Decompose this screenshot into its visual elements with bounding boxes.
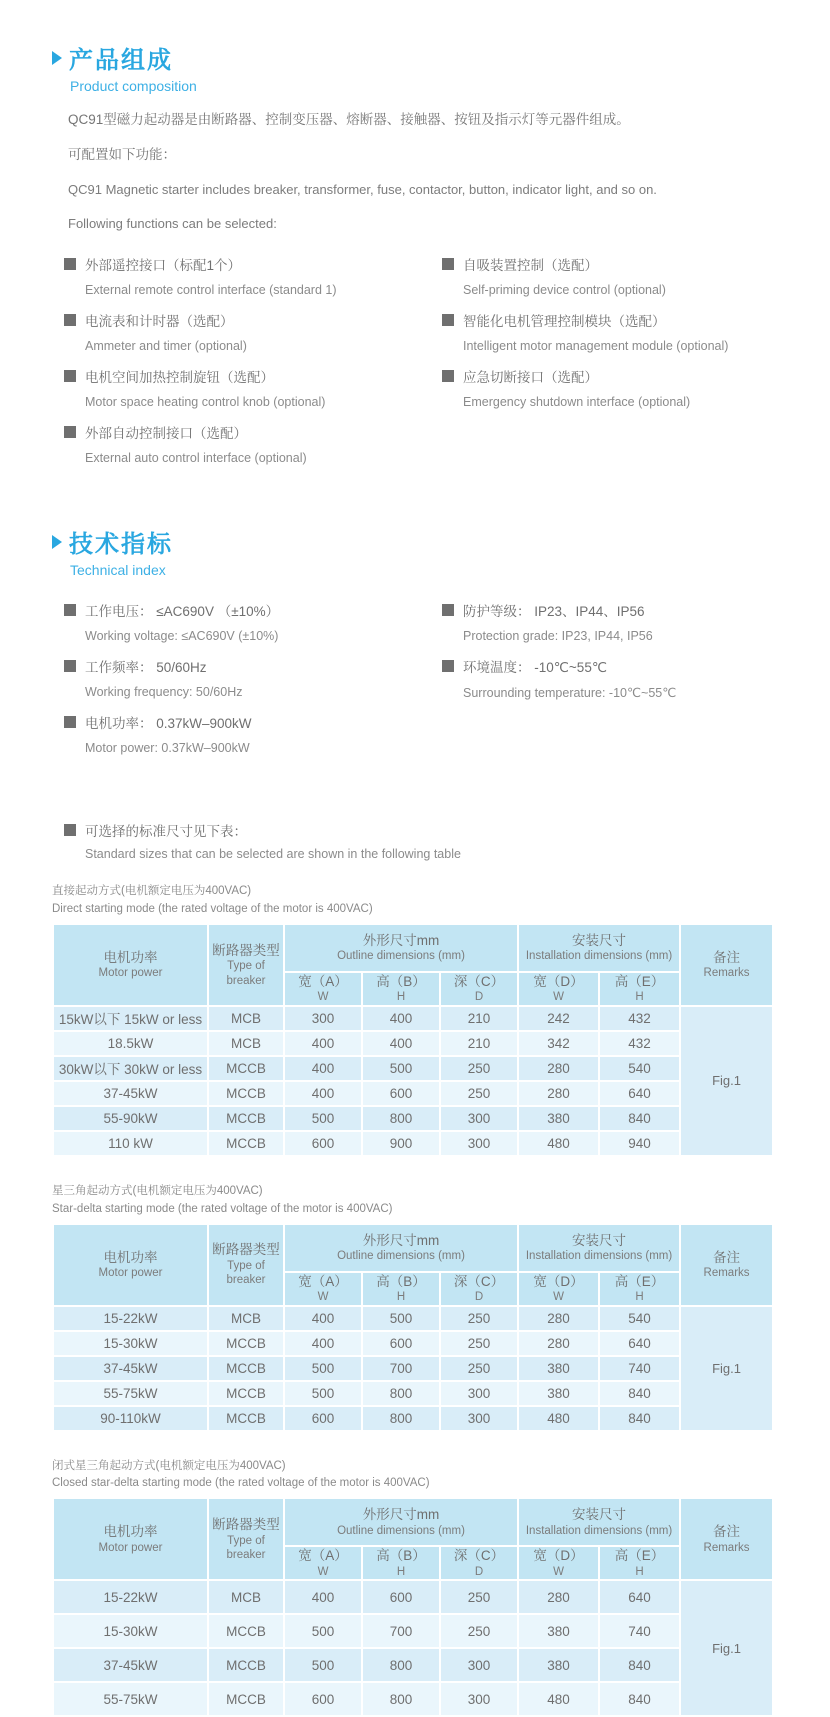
remarks-cell: Fig.1	[680, 1306, 773, 1431]
table-cell: 400	[284, 1081, 362, 1106]
table-cell: 500	[284, 1356, 362, 1381]
square-bullet-icon	[64, 660, 76, 672]
table-cell: MCCB	[208, 1081, 284, 1106]
table-cell: MCCB	[208, 1648, 284, 1682]
intro-paragraph-zh: QC91型磁力起动器是由断路器、控制变压器、熔断器、接触器、按钮及指示灯等元器件组成。	[68, 112, 780, 129]
table-cell: 300	[440, 1648, 518, 1682]
square-bullet-icon	[64, 604, 76, 616]
table-cell: 800	[362, 1648, 440, 1682]
header-width-d: 宽（D） W	[518, 972, 599, 1006]
table-cell: 15-30kW	[53, 1614, 208, 1648]
table-cell: 740	[599, 1356, 680, 1381]
table-cell: 210	[440, 1006, 518, 1031]
spec-label-en: Working frequency: 50/60Hz	[85, 685, 442, 699]
table-cell: MCB	[208, 1580, 284, 1614]
header-width-d: 宽（D） W	[518, 1546, 599, 1580]
feature-item	[442, 366, 780, 409]
spec-label-zh: 工作电压： ≤AC690V （±10%）	[85, 600, 279, 620]
feature-columns	[64, 254, 780, 478]
table-cell: 300	[440, 1131, 518, 1156]
table-cell: 30kW以下 30kW or less	[53, 1056, 208, 1081]
table-cell: MCB	[208, 1031, 284, 1056]
feature-item	[64, 310, 442, 353]
intro-paragraph-en2: Following functions can be selected:	[68, 216, 780, 232]
header-breaker-type: 断路器类型 Type of breaker	[208, 924, 284, 1006]
table-cell: 640	[599, 1081, 680, 1106]
spec-list-right	[442, 600, 780, 768]
header-remarks: 备注 Remarks	[680, 1498, 773, 1580]
dimension-table-direct	[52, 923, 774, 1157]
table-cell: 342	[518, 1031, 599, 1056]
header-outline-dimensions: 外形尺寸mm Outline dimensions (mm)	[284, 1224, 518, 1272]
header-motor-power: 电机功率 Motor power	[53, 924, 208, 1006]
table-cell: 800	[362, 1682, 440, 1716]
note-en: Standard sizes that can be selected are shown in the following table	[85, 847, 780, 861]
table-header	[53, 1498, 773, 1580]
spec-label-en: Surrounding temperature: -10℃~55℃	[463, 685, 780, 700]
table-cell: 600	[362, 1081, 440, 1106]
header-breaker-type: 断路器类型 Type of breaker	[208, 1498, 284, 1580]
table-cell: 250	[440, 1580, 518, 1614]
table-cell: 210	[440, 1031, 518, 1056]
section-arrow-icon	[52, 535, 62, 549]
spec-columns	[64, 600, 780, 768]
header-width-a: 宽（A） W	[284, 972, 362, 1006]
square-bullet-icon	[442, 660, 454, 672]
spec-item	[64, 600, 442, 643]
feature-label-zh: 外部自动控制接口（选配）	[85, 422, 247, 442]
spec-item	[442, 656, 780, 700]
table-cell: 400	[284, 1056, 362, 1081]
table-cell: MCCB	[208, 1614, 284, 1648]
table-cell: 840	[599, 1682, 680, 1716]
table-cell: 500	[284, 1106, 362, 1131]
table-cell: 432	[599, 1006, 680, 1031]
section-heading	[52, 40, 780, 75]
spec-label-en: Working voltage: ≤AC690V (±10%)	[85, 629, 442, 643]
table-cell: 55-90kW	[53, 1106, 208, 1131]
table-cell: 480	[518, 1131, 599, 1156]
table-caption-en: Direct starting mode (the rated voltage of the motor is 400VAC)	[52, 901, 780, 919]
feature-item	[64, 254, 442, 297]
page	[52, 0, 780, 1717]
square-bullet-icon	[442, 370, 454, 382]
table-body	[53, 1006, 773, 1156]
table-cell: 250	[440, 1356, 518, 1381]
table-cell: MCCB	[208, 1356, 284, 1381]
remarks-cell: Fig.1	[680, 1006, 773, 1156]
dimension-table-closed-star-delta	[52, 1497, 774, 1717]
table-cell: 700	[362, 1356, 440, 1381]
intro-paragraph-en: QC91 Magnetic starter includes breaker, transformer, fuse, contactor, button, indicator light, and so on.	[68, 182, 780, 198]
header-height-e: 高（E） H	[599, 1272, 680, 1306]
section-title-en: Product composition	[70, 78, 780, 94]
table-cell: 640	[599, 1580, 680, 1614]
table-header	[53, 924, 773, 1006]
product-composition-section	[52, 40, 780, 478]
table-cell: 380	[518, 1356, 599, 1381]
table-cell: 380	[518, 1106, 599, 1131]
table-cell: 18.5kW	[53, 1031, 208, 1056]
table-cell: 840	[599, 1648, 680, 1682]
header-width-a: 宽（A） W	[284, 1546, 362, 1580]
spec-label-zh: 防护等级： IP23、IP44、IP56	[463, 600, 645, 620]
intro-paragraph-zh2: 可配置如下功能：	[68, 147, 780, 164]
table-caption-en: Closed star-delta starting mode (the rated voltage of the motor is 400VAC)	[52, 1475, 780, 1493]
table-cell: 110 kW	[53, 1131, 208, 1156]
header-breaker-type: 断路器类型 Type of breaker	[208, 1224, 284, 1306]
spec-item	[64, 656, 442, 699]
header-width-a: 宽（A） W	[284, 1272, 362, 1306]
table-cell: 15-30kW	[53, 1331, 208, 1356]
table-cell: 700	[362, 1614, 440, 1648]
spec-label-zh: 电机功率： 0.37kW–900kW	[85, 712, 252, 732]
table-cell: 740	[599, 1614, 680, 1648]
table-cell: 250	[440, 1614, 518, 1648]
table-cell: 500	[362, 1306, 440, 1331]
feature-item	[442, 310, 780, 353]
feature-item	[64, 422, 442, 465]
section-title-zh: 产品组成	[69, 40, 173, 75]
table-row	[53, 1406, 773, 1431]
table-cell: 400	[362, 1031, 440, 1056]
header-remarks: 备注 Remarks	[680, 1224, 773, 1306]
table-cell: 242	[518, 1006, 599, 1031]
table-row	[53, 1056, 773, 1081]
table-cell: MCCB	[208, 1331, 284, 1356]
standard-sizes-note	[64, 820, 780, 861]
dimension-table-star-delta	[52, 1223, 774, 1432]
table-cell: 280	[518, 1081, 599, 1106]
feature-label-en: Self-priming device control (optional)	[463, 283, 780, 297]
header-motor-power: 电机功率 Motor power	[53, 1224, 208, 1306]
table-cell: 37-45kW	[53, 1356, 208, 1381]
table-cell: 940	[599, 1131, 680, 1156]
table-cell: 800	[362, 1406, 440, 1431]
table-cell: 15-22kW	[53, 1306, 208, 1331]
table-cell: 600	[362, 1331, 440, 1356]
header-installation-dimensions: 安装尺寸 Installation dimensions (mm)	[518, 1498, 680, 1546]
table-cell: 380	[518, 1648, 599, 1682]
table-cell: 400	[284, 1306, 362, 1331]
table-cell: 15-22kW	[53, 1580, 208, 1614]
square-bullet-icon	[442, 604, 454, 616]
table-cell: MCCB	[208, 1106, 284, 1131]
table-cell: 500	[284, 1614, 362, 1648]
table-cell: 280	[518, 1056, 599, 1081]
table-cell: 800	[362, 1106, 440, 1131]
table-cell: 432	[599, 1031, 680, 1056]
table-cell: 380	[518, 1614, 599, 1648]
direct-starting-table-block	[52, 883, 780, 1157]
feature-list-left	[64, 254, 442, 478]
header-motor-power: 电机功率 Motor power	[53, 1498, 208, 1580]
feature-label-zh: 智能化电机管理控制模块（选配）	[463, 310, 666, 330]
table-cell: 640	[599, 1331, 680, 1356]
feature-label-en: Ammeter and timer (optional)	[85, 339, 442, 353]
table-caption-zh: 星三角起动方式(电机额定电压为400VAC)	[52, 1183, 780, 1201]
table-cell: MCB	[208, 1006, 284, 1031]
feature-item	[64, 366, 442, 409]
table-cell: 840	[599, 1406, 680, 1431]
spec-item	[442, 600, 780, 643]
feature-label-zh: 自吸装置控制（选配）	[463, 254, 598, 274]
table-cell: 400	[284, 1331, 362, 1356]
table-row	[53, 1614, 773, 1648]
note-zh: 可选择的标准尺寸见下表：	[85, 820, 247, 840]
table-cell: 900	[362, 1131, 440, 1156]
header-outline-dimensions: 外形尺寸mm Outline dimensions (mm)	[284, 924, 518, 972]
table-cell: 480	[518, 1406, 599, 1431]
header-height-b: 高（B） H	[362, 1272, 440, 1306]
header-depth-c: 深（C） D	[440, 1546, 518, 1580]
table-cell: MCCB	[208, 1131, 284, 1156]
feature-label-zh: 电流表和计时器（选配）	[85, 310, 234, 330]
table-body	[53, 1580, 773, 1716]
table-cell: MCCB	[208, 1381, 284, 1406]
table-cell: 500	[284, 1648, 362, 1682]
spec-item	[64, 712, 442, 755]
table-row	[53, 1031, 773, 1056]
spec-label-zh: 工作频率： 50/60Hz	[85, 656, 207, 676]
spec-label-en: Motor power: 0.37kW–900kW	[85, 741, 442, 755]
table-cell: 37-45kW	[53, 1648, 208, 1682]
table-caption-en: Star-delta starting mode (the rated voltage of the motor is 400VAC)	[52, 1201, 780, 1219]
table-caption-zh: 直接起动方式(电机额定电压为400VAC)	[52, 883, 780, 901]
table-row	[53, 1131, 773, 1156]
remarks-cell: Fig.1	[680, 1580, 773, 1716]
spec-label-en: Protection grade: IP23, IP44, IP56	[463, 629, 780, 643]
table-row	[53, 1648, 773, 1682]
table-cell: 90-110kW	[53, 1406, 208, 1431]
table-cell: 400	[362, 1006, 440, 1031]
table-body	[53, 1306, 773, 1431]
table-cell: 540	[599, 1306, 680, 1331]
header-height-b: 高（B） H	[362, 972, 440, 1006]
table-header	[53, 1224, 773, 1306]
header-remarks: 备注 Remarks	[680, 924, 773, 1006]
square-bullet-icon	[64, 370, 76, 382]
table-cell: 280	[518, 1580, 599, 1614]
table-caption-zh: 闭式星三角起动方式(电机额定电压为400VAC)	[52, 1458, 780, 1476]
table-cell: 800	[362, 1381, 440, 1406]
table-row	[53, 1331, 773, 1356]
feature-item	[442, 254, 780, 297]
table-cell: 300	[440, 1406, 518, 1431]
table-cell: MCCB	[208, 1406, 284, 1431]
table-cell: 250	[440, 1306, 518, 1331]
header-depth-c: 深（C） D	[440, 972, 518, 1006]
square-bullet-icon	[64, 314, 76, 326]
table-cell: MCCB	[208, 1056, 284, 1081]
table-cell: 280	[518, 1331, 599, 1356]
table-cell: 300	[440, 1682, 518, 1716]
table-row	[53, 1580, 773, 1614]
table-row	[53, 1356, 773, 1381]
table-cell: 250	[440, 1081, 518, 1106]
table-cell: 540	[599, 1056, 680, 1081]
section-title-zh: 技术指标	[69, 524, 173, 559]
square-bullet-icon	[64, 716, 76, 728]
spec-list-left	[64, 600, 442, 768]
table-cell: 250	[440, 1331, 518, 1356]
header-installation-dimensions: 安装尺寸 Installation dimensions (mm)	[518, 924, 680, 972]
feature-label-zh: 应急切断接口（选配）	[463, 366, 598, 386]
header-depth-c: 深（C） D	[440, 1272, 518, 1306]
technical-index-section	[52, 524, 780, 768]
header-width-d: 宽（D） W	[518, 1272, 599, 1306]
table-row	[53, 1081, 773, 1106]
table-cell: MCB	[208, 1306, 284, 1331]
table-row	[53, 1006, 773, 1031]
table-row	[53, 1682, 773, 1716]
table-cell: 400	[284, 1580, 362, 1614]
table-cell: 600	[284, 1682, 362, 1716]
square-bullet-icon	[64, 426, 76, 438]
table-cell: 250	[440, 1056, 518, 1081]
table-cell: 840	[599, 1381, 680, 1406]
square-bullet-icon	[64, 824, 76, 836]
section-heading	[52, 524, 780, 559]
table-cell: 840	[599, 1106, 680, 1131]
square-bullet-icon	[442, 314, 454, 326]
header-height-b: 高（B） H	[362, 1546, 440, 1580]
feature-list-right	[442, 254, 780, 478]
header-height-e: 高（E） H	[599, 1546, 680, 1580]
table-cell: 300	[284, 1006, 362, 1031]
feature-label-zh: 外部遥控接口（标配1个）	[85, 254, 241, 274]
table-cell: 55-75kW	[53, 1381, 208, 1406]
table-cell: MCCB	[208, 1682, 284, 1716]
table-cell: 300	[440, 1381, 518, 1406]
section-title-en: Technical index	[70, 562, 780, 578]
square-bullet-icon	[442, 258, 454, 270]
table-cell: 37-45kW	[53, 1081, 208, 1106]
table-cell: 15kW以下 15kW or less	[53, 1006, 208, 1031]
header-height-e: 高（E） H	[599, 972, 680, 1006]
feature-label-en: Intelligent motor management module (optional)	[463, 339, 780, 353]
table-cell: 400	[284, 1031, 362, 1056]
table-cell: 480	[518, 1682, 599, 1716]
feature-label-en: External remote control interface (standard 1)	[85, 283, 442, 297]
table-cell: 300	[440, 1106, 518, 1131]
spec-label-zh: 环境温度： -10℃~55℃	[463, 656, 607, 676]
feature-label-en: Motor space heating control knob (optional)	[85, 395, 442, 409]
table-row	[53, 1106, 773, 1131]
feature-label-zh: 电机空间加热控制旋钮（选配）	[85, 366, 274, 386]
table-cell: 600	[284, 1406, 362, 1431]
star-delta-table-block	[52, 1183, 780, 1432]
closed-star-delta-table-block	[52, 1458, 780, 1717]
table-row	[53, 1381, 773, 1406]
table-cell: 500	[284, 1381, 362, 1406]
table-cell: 55-75kW	[53, 1682, 208, 1716]
feature-label-en: Emergency shutdown interface (optional)	[463, 395, 780, 409]
header-installation-dimensions: 安装尺寸 Installation dimensions (mm)	[518, 1224, 680, 1272]
feature-label-en: External auto control interface (optional)	[85, 451, 442, 465]
section-arrow-icon	[52, 51, 62, 65]
header-outline-dimensions: 外形尺寸mm Outline dimensions (mm)	[284, 1498, 518, 1546]
table-cell: 600	[284, 1131, 362, 1156]
table-cell: 500	[362, 1056, 440, 1081]
square-bullet-icon	[64, 258, 76, 270]
table-cell: 380	[518, 1381, 599, 1406]
table-cell: 280	[518, 1306, 599, 1331]
table-cell: 600	[362, 1580, 440, 1614]
table-row	[53, 1306, 773, 1331]
